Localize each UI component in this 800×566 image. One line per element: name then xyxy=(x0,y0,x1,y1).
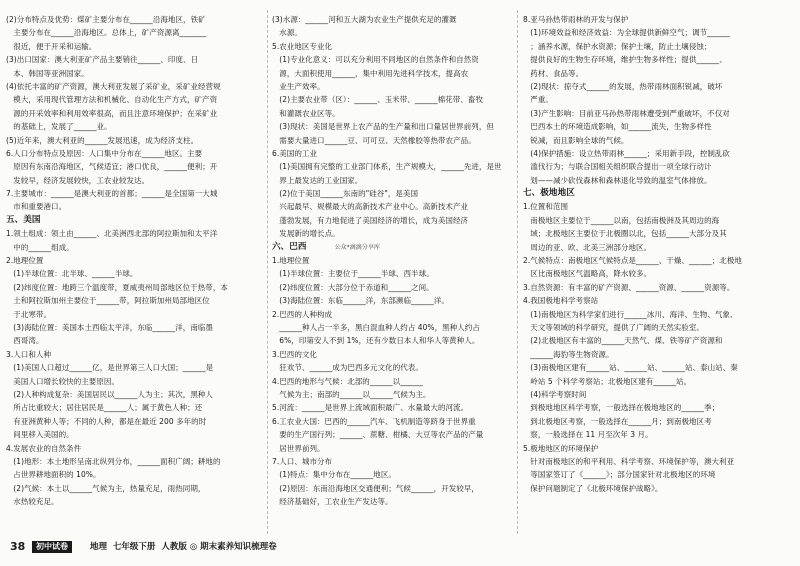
text-line: (1)专业化意义：可以充分利用不同地区的自然条件和自然资 xyxy=(272,55,479,65)
text-line: (2)纬度位置：地跨三个温度带，夏威夷州局部地区位于热带，本 xyxy=(6,282,228,292)
text-line: 4.发展农业的自然条件 xyxy=(6,443,82,453)
text-line: 居世界前列。 xyxy=(272,443,325,453)
text-line: 气候为主；南部的______以______气候为主。 xyxy=(272,389,431,399)
text-line: 需要大量进口______豆、可可豆、天然橡胶等热带农产品。 xyxy=(272,135,476,145)
text-line: 划——减少砍伐森林和森林退化导致的温室气体排放。 xyxy=(523,175,712,185)
text-line: 3.人口和人种 xyxy=(6,349,52,359)
text-line: 要的生产国行列；______、蔗糖、柑橘、大豆等农产品的产量 xyxy=(272,430,484,440)
text-line: 到北极地区考察，一般选择在______月；到南极地区考 xyxy=(523,416,712,426)
text-line: (2)分布特点及优势：煤矿主要分布在______沿海地区，铁矿 xyxy=(6,15,206,24)
column-divider xyxy=(267,10,268,534)
text-line: 的基础上，发展了______业。 xyxy=(6,122,112,132)
text-line: (1)半球位置：北半球、______半球。 xyxy=(6,269,138,279)
text-line: 察，一般选择在 11 月至次年 3 月。 xyxy=(523,430,653,440)
text-line: (3)产生影响：目前亚马孙热带雨林遭受到严重破坏，不仅对 xyxy=(523,108,730,118)
text-line: 5.农业地区专业化 xyxy=(272,41,333,51)
text-line: 水热较充足。 xyxy=(6,497,59,507)
text-line: (2)纬度位置：大部分位于赤道和______之间。 xyxy=(272,282,434,292)
text-line: 源的开采效率和利用效率很高，而且注意环境保护；在采矿业 xyxy=(6,108,218,118)
page-number: 38 xyxy=(10,540,26,553)
text-line: 8.亚马孙热带雨林的开发与保护 xyxy=(523,15,629,24)
text-line: 蓬勃发展，有力地促进了美国经济的增长，成为美国经济 xyxy=(272,215,469,225)
text-line: (4)保护措施：设立热带雨林______；采用新手段，控制乱砍 xyxy=(523,148,730,158)
text-line: (3)水源：______河和五大湖为农业生产提供充足的灌溉 xyxy=(272,15,457,24)
text-line: 有亚洲黄种人等；不同的人种，都是在最近 200 多年的时 xyxy=(6,416,207,426)
column-left xyxy=(6,13,264,508)
text-line: ；涵养水源，保护水资源；保护土壤，防止土壤侵蚀； xyxy=(523,41,712,51)
column-right xyxy=(523,13,788,495)
text-line: (2)位于美国______东南的"硅谷"，是美国 xyxy=(272,189,419,199)
text-line: 业生产效率。 xyxy=(272,81,325,91)
text-line: (1)美国拥有完整的工业部门体系，生产规模大，______先进，是世 xyxy=(272,162,502,172)
text-line: 发较早，经济发展较快，工农业较发达。 xyxy=(6,175,150,185)
text-line: (5)近年来，澳大利亚的______发展迅速，成为经济支柱。 xyxy=(6,135,199,145)
watermark: 公众*滴滴分享库 xyxy=(334,243,380,251)
section-heading: 七、极地地区 xyxy=(523,188,575,199)
text-line: 岭站 5 个科学考察站；北极地区建有______站。 xyxy=(523,376,692,386)
text-line: (2)气候：本土以______气候为主，热量充足，雨热同期， xyxy=(6,483,206,493)
text-line: 区比南极地区气温略高，降水较多。 xyxy=(523,269,652,279)
text-line: (2)人种构成复杂：美国居民以______人为主；其次，黑种人 xyxy=(6,389,213,399)
text-line: 提供良好的生物生存环境，维护生物多样性；提供______、 xyxy=(523,55,727,65)
column-middle xyxy=(272,13,512,508)
text-line: 针对南极地区的和平利用、科学考察、环境保护等，澳大利亚 xyxy=(523,456,735,466)
text-line: 3.巴西的文化 xyxy=(272,349,318,359)
text-line: ______种人占一半多，黑白混血种人约占 40%，黑种人约占 xyxy=(272,322,480,332)
text-line: 本、韩国等亚洲国家。 xyxy=(6,68,89,78)
text-line: (3)现状：美国是世界上农产品的生产量和出口量居世界前列，但 xyxy=(272,122,494,132)
text-line: (1)半球位置：主要位于______半球、西半球。 xyxy=(272,269,434,279)
column-divider xyxy=(517,10,518,534)
text-line: (1)南极地区为科学家们进行______冰川、海洋、生物、气象、 xyxy=(523,309,738,319)
text-line: 严重。 xyxy=(523,95,553,105)
text-line: (2)主要农业带（区）：______、玉米带、______棉花带、畜牧 xyxy=(272,95,483,105)
text-line: (1)美国人口超过______亿，是世界第三人口大国；______是 xyxy=(6,363,214,373)
text-line: 滥伐行为；与联合国相关组织联合提出一项全球行动计 xyxy=(523,162,712,172)
text-line: 1.地理位置 xyxy=(272,256,310,266)
text-line: 市和重要港口。 xyxy=(6,202,67,212)
brand-badge: 初中试卷 xyxy=(32,541,72,553)
text-line: (3)海陆位置：美国本土西临太平洋，东临______洋，南临墨 xyxy=(6,322,213,332)
text-line: (4)依托丰富的矿产资源，澳大利亚发展了采矿业，采矿业经营规 xyxy=(6,81,221,91)
text-line: 6.美国的工业 xyxy=(272,148,318,158)
text-line: 6.人口分布特点及原因：人口集中分布在______地区。主要 xyxy=(6,148,203,158)
text-line: (2)现状：掠夺式______的发展，热带雨林面积锐减，破坏 xyxy=(523,81,723,91)
text-line: 到极地地区科学考察，一般选择在极地地区的______季； xyxy=(523,403,720,413)
text-line: 保护问题制定了《北极环境保护战略》。 xyxy=(523,483,663,493)
section-heading: 五、美国 xyxy=(6,214,41,225)
text-line: 域；北极地区主要位于北极圈以北，包括______大部分及其 xyxy=(523,229,727,239)
text-line: (1)特点：集中分布在______地区。 xyxy=(272,470,396,480)
text-line: 等国家签订了《______》；部分国家针对北极地区的环境 xyxy=(523,470,716,480)
text-line: 很近，便于开采和运输。 xyxy=(6,41,97,51)
text-line: 5.河流：______是世界上流域面积最广、水量最大的河流。 xyxy=(272,403,469,413)
text-line: 3.自然资源：有丰富的矿产资源、______资源、______资源等。 xyxy=(523,282,735,292)
text-line: 经济基础好，工农业生产发达等。 xyxy=(272,497,393,507)
text-line: (3)海陆位置：东临______洋，东部濒临______洋。 xyxy=(272,296,449,306)
text-line: (3)南极地区建有______站、______站、______站、泰山站、秦 xyxy=(523,363,738,373)
text-line: 药材、食品等。 xyxy=(523,68,584,78)
text-line: 间里移入美国的。 xyxy=(6,430,74,440)
text-line: 2.巴西的人种构成 xyxy=(272,309,333,319)
text-line: ______海豹等生物资源。 xyxy=(523,349,614,359)
text-line: 于北寒带。 xyxy=(6,309,52,319)
text-line: 6%，印第安人不到 1%，还有少数日本人和华人等黄种人。 xyxy=(272,336,480,346)
text-line: 土和阿拉斯加州主要位于______带，阿拉斯加州局部地区位 xyxy=(6,296,210,306)
text-line: (4)科学考察时间 xyxy=(523,389,587,399)
text-line: 7.主要城市：______是澳大利亚的首都；______是全国第一大城 xyxy=(6,189,218,199)
text-line: 中的______组成。 xyxy=(6,242,74,252)
text-line: 1.位置和范围 xyxy=(523,202,569,212)
text-line: 4.我国极地科学考察站 xyxy=(523,296,599,306)
text-line: 西哥湾。 xyxy=(6,336,44,346)
text-line: 美国人口增长较快的主要原因。 xyxy=(6,376,120,386)
text-line: 南极地区主要位于______以南，包括南极洲及其周边的海 xyxy=(523,215,720,225)
text-line: 原因有东南沿海地区，气候适宜；港口优良，______便利；开 xyxy=(6,162,218,172)
text-line: 1.领土组成：领土由______、北美洲西北部的阿拉斯加和太平洋 xyxy=(6,229,218,239)
text-line: 界上最发达的工业国家。 xyxy=(272,175,363,185)
text-line: 锐减，而且影响全球的气候。 xyxy=(523,135,629,145)
text-line: 源，大面积使用______，集中利用先进科学技术，提高农 xyxy=(272,68,469,78)
text-line: (3)出口国家：澳大利亚矿产品主要销往______、印度、日 xyxy=(6,55,199,65)
text-line: (2)北极地区有丰富的______天然气、煤、铁等矿产资源和 xyxy=(523,336,723,346)
text-line: 所占比重较大；居住居民是______人；属于黄色人种；还 xyxy=(6,403,203,413)
text-line: 模大，采用现代管理方法和机械化、自动化生产方式，矿产资 xyxy=(6,95,218,105)
footer-text: 地理 七年级下册 人教版 ◎ 期末素养知识梳理卷 xyxy=(90,542,277,552)
text-line: 占世界耕地面积的 10%。 xyxy=(6,470,101,480)
text-line: 6.工农业大国：巴西的______汽车、飞机制造等跻身于世界重 xyxy=(272,416,476,426)
text-line: 周边的亚、欧、北美三洲部分地区。 xyxy=(523,242,652,252)
text-line: 巴西本土的环境造成影响，如______流失，生物多样性 xyxy=(523,122,712,132)
text-line: 5.极地地区的环境保护 xyxy=(523,443,599,453)
text-line: 天文等领域的科学研究，提供了广阔的天然实验室。 xyxy=(523,322,704,332)
text-line: (1)环境效益和经济效益：为全球提供新鲜空气；调节______ xyxy=(523,28,730,38)
text-line: 和灌溉农业区等。 xyxy=(272,108,340,118)
text-line: (2)原因：东南沿海地区交通便利；气候______，开发较早， xyxy=(272,483,479,493)
text-line: 2.气候特点：南极地区气候特点是______、干燥、______；北极地 xyxy=(523,256,742,266)
page-footer xyxy=(0,538,800,556)
text-line: 4.巴西的地形与气候：北部的______以______ xyxy=(272,376,424,386)
text-line: 2.地理位置 xyxy=(6,256,44,266)
text-line: 狂欢节、______成为巴西多元文化的代表。 xyxy=(272,363,423,373)
text-line: (1)地形：本土地形呈南北纵列分布，______面积广阔；耕地的 xyxy=(6,456,221,466)
text-line: 发展新的增长点。 xyxy=(272,229,340,239)
text-line: 水源。 xyxy=(272,28,302,38)
section-heading: 六、巴西 公众*滴滴分享库 xyxy=(272,241,380,252)
text-line: 兴起最早、规模最大的高新技术产业中心。高新技术产业 xyxy=(272,202,469,212)
text-line: 主要分布在______沿海地区。总体上，矿产资源离_______ xyxy=(6,28,207,38)
text-line: 7.人口、城市分布 xyxy=(272,456,333,466)
